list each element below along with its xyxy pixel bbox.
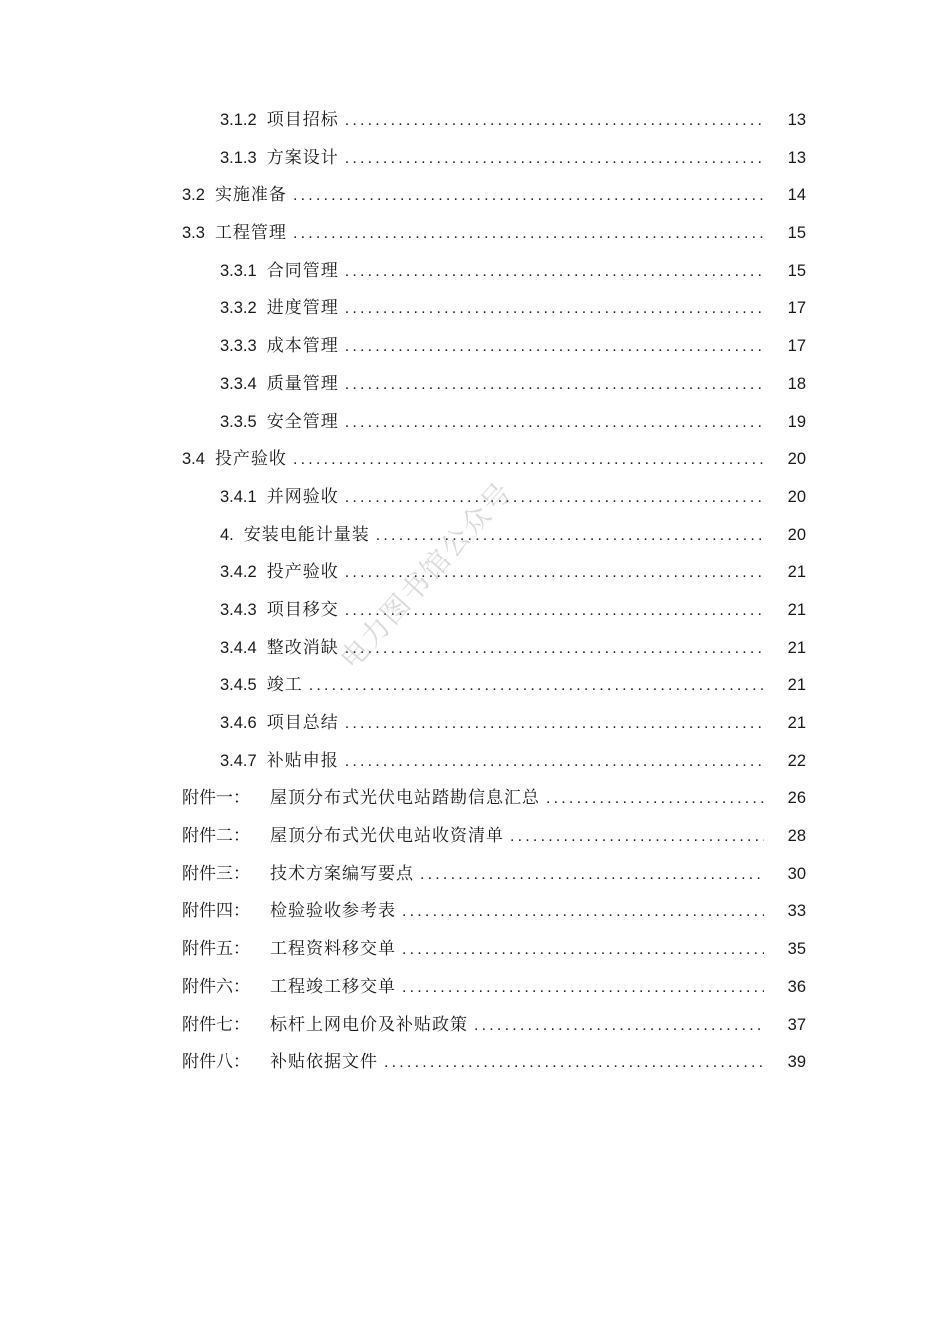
toc-entry-number: 附件八： [182, 1052, 250, 1073]
toc-entry-title: 投产验收 [266, 562, 339, 583]
toc-entry-title: 补贴申报 [266, 750, 339, 771]
dot-leader [309, 667, 764, 705]
toc-entry-page: 18 [787, 374, 806, 393]
toc-entry-number: 3.4.6 [220, 714, 257, 732]
toc-entry-page: 15 [787, 261, 806, 280]
toc-entry-page: 21 [787, 676, 806, 695]
toc-entry-number: 3.3.1 [220, 261, 257, 280]
toc-entry[interactable] [0, 630, 950, 668]
dot-leader [345, 328, 764, 366]
toc-entry-number: 附件二： [182, 826, 250, 847]
toc-entry-page: 13 [787, 148, 806, 167]
toc-entry-number: 附件七： [182, 1014, 250, 1035]
toc-entry[interactable] [0, 177, 950, 215]
toc-entry[interactable] [0, 969, 950, 1007]
toc-entry-page: 28 [787, 827, 806, 846]
toc-entry-title: 安装电能计量装 [243, 524, 370, 545]
toc-entry-page: 35 [787, 940, 806, 959]
dot-leader [293, 215, 764, 253]
toc-entry-page: 37 [787, 1015, 806, 1034]
toc-entry-number: 3.1.3 [220, 148, 257, 167]
toc-entry-number: 4. [220, 525, 234, 544]
toc-entry-title: 标杆上网电价及补贴政策 [270, 1014, 468, 1035]
toc-entry-page: 21 [787, 714, 806, 732]
dot-leader [402, 893, 764, 931]
toc-entry[interactable] [0, 102, 950, 140]
toc-entry-page: 15 [787, 224, 806, 243]
dot-leader [474, 1007, 764, 1045]
toc-entry-page: 21 [787, 563, 806, 582]
toc-entry-title: 实施准备 [214, 185, 287, 206]
toc-entry-title: 技术方案编写要点 [270, 863, 414, 884]
dot-leader [345, 253, 764, 291]
toc-entry-number: 3.3.4 [220, 374, 257, 393]
dot-leader [345, 743, 764, 781]
toc-entry-title: 竣工 [266, 675, 303, 696]
toc-entry-page: 21 [787, 600, 806, 619]
toc-entry-number: 附件六： [182, 976, 250, 997]
toc-entry[interactable] [0, 856, 950, 894]
toc-entry[interactable] [0, 140, 950, 178]
dot-leader [384, 1044, 764, 1082]
toc-entry-title: 进度管理 [266, 298, 339, 319]
toc-entry-page: 33 [787, 902, 806, 921]
toc-entry-number: 3.3.3 [220, 337, 257, 356]
dot-leader [345, 140, 764, 178]
toc-entry-page: 36 [787, 977, 806, 996]
dot-leader [345, 102, 764, 140]
toc-entry[interactable] [0, 705, 950, 743]
dot-leader [546, 780, 764, 818]
toc-entry-title: 质量管理 [266, 373, 339, 394]
toc-entry-number: 3.4.1 [220, 487, 257, 506]
toc-entry-number: 3.4.7 [220, 751, 257, 770]
toc-entry-page: 22 [787, 751, 806, 770]
dot-leader [345, 705, 764, 743]
toc-entry-page: 39 [787, 1053, 806, 1072]
toc-entry-title: 整改消缺 [266, 637, 339, 658]
dot-leader [293, 441, 764, 479]
toc-entry-number: 3.1.2 [220, 111, 257, 129]
toc-entry-title: 检验验收参考表 [270, 901, 396, 922]
toc-entry-number: 3.4.5 [220, 676, 257, 695]
toc-entry-number: 3.3.2 [220, 299, 257, 318]
toc-entry[interactable] [0, 554, 950, 592]
toc-entry-title: 项目移交 [266, 599, 339, 620]
toc-entry-page: 20 [787, 525, 806, 544]
toc-entry-title: 工程资料移交单 [270, 939, 396, 960]
dot-leader [345, 290, 764, 328]
toc-entry-title: 并网验收 [266, 486, 339, 507]
toc-entry-title: 屋顶分布式光伏电站收资清单 [270, 826, 504, 847]
toc-entry[interactable] [0, 743, 950, 781]
toc-entry[interactable] [0, 1044, 950, 1082]
dot-leader [402, 931, 764, 969]
toc-entry[interactable] [0, 780, 950, 818]
toc-entry-page: 14 [787, 186, 806, 205]
toc-entry-number: 3.3.5 [220, 412, 257, 431]
toc-entry-title: 投产验收 [214, 449, 287, 470]
toc-entry-title: 安全管理 [266, 411, 339, 432]
toc-entry[interactable] [0, 931, 950, 969]
toc-entry-number: 附件五： [182, 939, 250, 960]
toc-entry-number: 附件三： [182, 863, 250, 884]
toc-entry-page: 21 [787, 638, 806, 657]
toc-entry-title: 屋顶分布式光伏电站踏勘信息汇总 [270, 788, 540, 809]
watermark: 电力图书馆公众号 [333, 474, 519, 676]
toc-entry-number: 3.2 [182, 186, 205, 205]
toc-entry-page: 17 [787, 299, 806, 318]
toc-entry-page: 13 [787, 111, 806, 129]
toc-entry-title: 合同管理 [266, 260, 339, 281]
toc-entry[interactable] [0, 818, 950, 856]
toc-entry-page: 26 [787, 789, 806, 808]
toc-entry-page: 19 [787, 412, 806, 431]
table-of-contents [0, 102, 950, 1082]
toc-entry-title: 补贴依据文件 [270, 1052, 378, 1073]
dot-leader [345, 404, 764, 442]
toc-entry-title: 项目招标 [266, 110, 339, 130]
toc-entry[interactable] [0, 1007, 950, 1045]
toc-entry-number: 附件四： [182, 901, 250, 922]
dot-leader [402, 969, 764, 1007]
dot-leader [345, 366, 764, 404]
dot-leader [345, 630, 764, 668]
toc-entry-number: 3.4.2 [220, 563, 257, 582]
toc-entry[interactable] [0, 328, 950, 366]
toc-entry-number: 3.4 [182, 450, 205, 469]
toc-entry[interactable] [0, 441, 950, 479]
toc-entry[interactable] [0, 215, 950, 253]
toc-entry-page: 30 [787, 864, 806, 883]
toc-entry-title: 成本管理 [266, 336, 339, 357]
dot-leader [293, 177, 764, 215]
toc-entry[interactable] [0, 253, 950, 291]
toc-entry-title: 方案设计 [266, 147, 339, 168]
toc-entry[interactable] [0, 667, 950, 705]
toc-entry-page: 20 [787, 487, 806, 506]
toc-entry[interactable] [0, 893, 950, 931]
dot-leader [420, 856, 764, 894]
toc-entry[interactable] [0, 592, 950, 630]
toc-entry-number: 3.4.4 [220, 638, 257, 657]
toc-entry-number: 3.3 [182, 224, 205, 243]
toc-entry-number: 附件一： [182, 788, 250, 809]
dot-leader [345, 479, 764, 517]
toc-entry-page: 20 [787, 450, 806, 469]
toc-entry[interactable] [0, 404, 950, 442]
toc-entry-page: 17 [787, 337, 806, 356]
dot-leader [510, 818, 764, 856]
toc-entry-title: 工程竣工移交单 [270, 976, 396, 997]
toc-entry[interactable] [0, 290, 950, 328]
toc-entry-number: 3.4.3 [220, 600, 257, 619]
toc-entry-title: 项目总结 [266, 713, 339, 733]
toc-entry-title: 工程管理 [214, 223, 287, 244]
toc-entry[interactable] [0, 366, 950, 404]
